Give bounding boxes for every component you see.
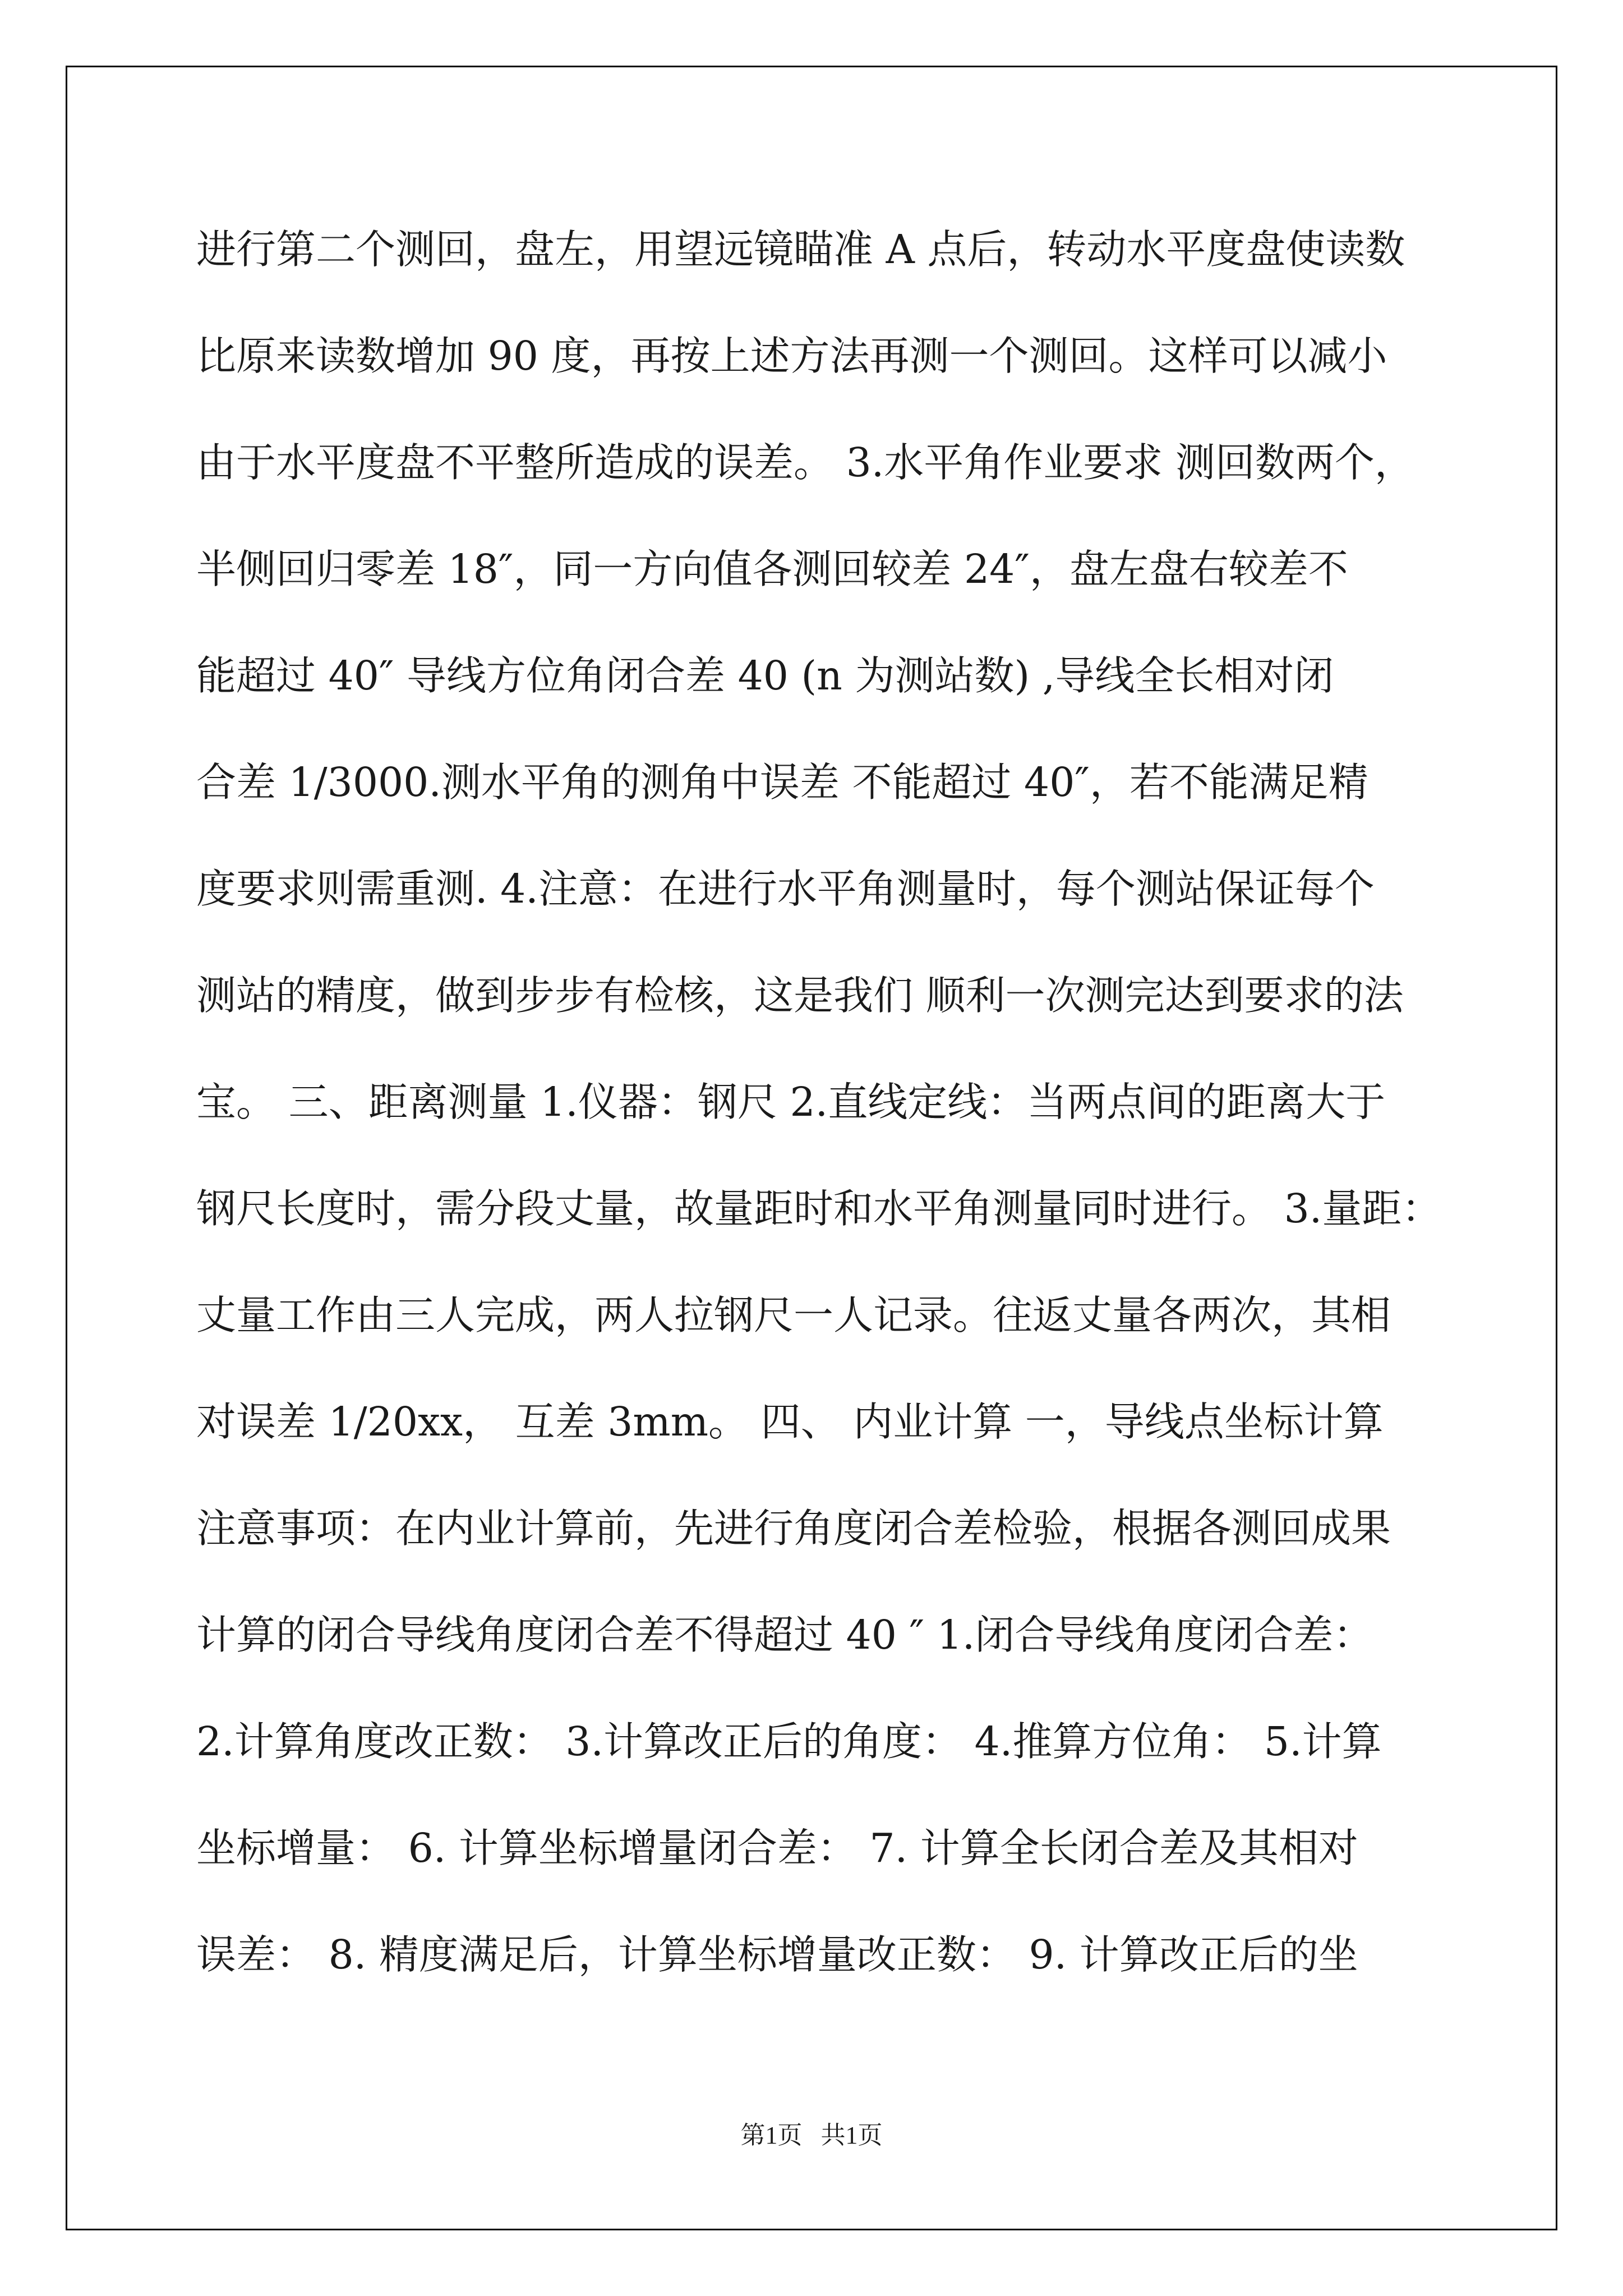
text-line: 测站的精度，做到步步有检核，这是我们 顺利一次测完达到要求的法 bbox=[196, 972, 1404, 1019]
text-line: 注意事项：在内业计算前，先进行角度闭合差检验，根据各测回成果 bbox=[196, 1505, 1391, 1552]
text-line: 计算的闭合导线角度闭合差不得超过 40 ″ 1.闭合导线角度闭合差： bbox=[196, 1612, 1373, 1658]
text-line: 能超过 40″ 导线方位角闭合差 40 (n 为测站数) ,导线全长相对闭 bbox=[196, 652, 1334, 699]
text-line: 误差： 8. 精度满足后，计算坐标增量改正数： 9. 计算改正后的坐 bbox=[196, 1931, 1358, 1978]
text-line: 对误差 1/20xx， 互差 3mm。 四、 内业计算 一，导线点坐标计算 bbox=[196, 1398, 1384, 1445]
text-line: 坐标增量： 6. 计算坐标增量闭合差： 7. 计算全长闭合差及其相对 bbox=[196, 1825, 1358, 1871]
text-line: 由于水平度盘不平整所造成的误差。 3.水平角作业要求 测回数两个， bbox=[196, 439, 1414, 486]
text-line: 钢尺长度时，需分段丈量，故量距时和水平角测量同时进行。 3.量距： bbox=[196, 1185, 1442, 1232]
page-number-footer: 第1页 共1页 bbox=[740, 2122, 883, 2149]
text-line: 度要求则需重测. 4.注意：在进行水平角测量时，每个测站保证每个 bbox=[196, 866, 1375, 912]
body-text bbox=[196, 196, 1442, 2008]
text-line: 半侧回归零差 18″，同一方向值各测回较差 24″，盘左盘右较差不 bbox=[196, 546, 1348, 592]
text-line: 进行第二个测回，盘左，用望远镜瞄准 A 点后，转动水平度盘使读数 bbox=[196, 226, 1405, 273]
text-line: 宝。 三、距离测量 1.仪器：钢尺 2.直线定线：当两点间的距离大于 bbox=[196, 1079, 1386, 1125]
text-line: 丈量工作由三人完成，两人拉钢尺一人记录。往返丈量各两次，其相 bbox=[196, 1292, 1391, 1338]
text-line: 比原来读数增加 90 度，再按上述方法再测一个测回。这样可以减小 bbox=[196, 333, 1387, 379]
text-line: 2.计算角度改正数： 3.计算改正后的角度： 4.推算方位角： 5.计算 bbox=[196, 1718, 1382, 1765]
text-line: 合差 1/3000.测水平角的测角中误差 不能超过 40″，若不能满足精 bbox=[196, 759, 1368, 806]
